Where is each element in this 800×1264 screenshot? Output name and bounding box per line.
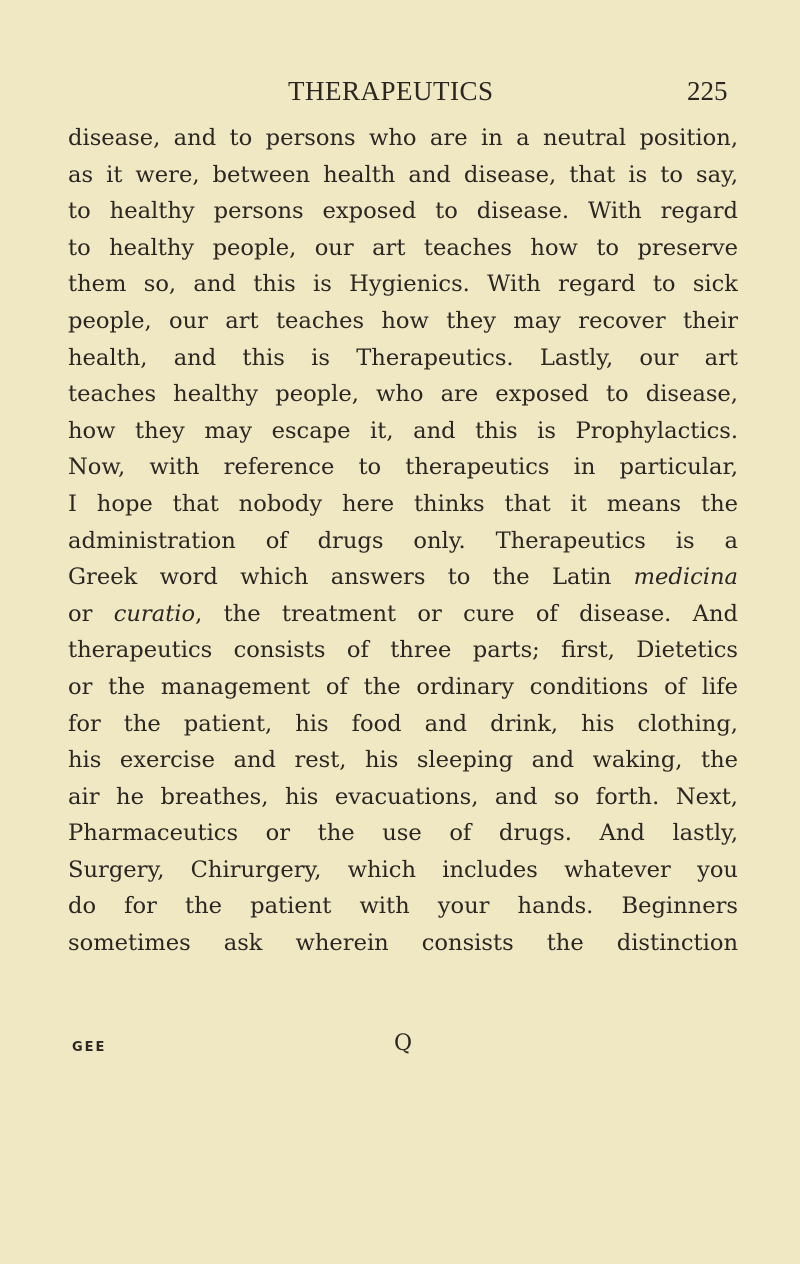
text-line: or curatio, the treatment or cure of disease. And [68,600,738,627]
text-line: teaches healthy people, who are exposed to disease, [68,381,738,408]
text-line: for the patient, his food and drink, his clothing, [68,710,738,737]
text-line: air he breathes, his evacuations, and so forth. Next, [68,783,738,810]
text-line: do for the patient with your hands. Beginners [68,893,738,920]
text-line: sometimes ask wherein consists the distinction [68,930,738,957]
italic-term: curatio [113,600,196,627]
text-line: people, our art teaches how they may recover their [68,307,738,334]
text-line: his exercise and rest, his sleeping and waking, the [68,747,738,774]
text-line: how they may escape it, and this is Prophylactics. [68,417,738,444]
body-text [68,120,738,962]
text-line: or the management of the ordinary conditions of life [68,673,738,700]
text-line: them so, and this is Hygienics. With regard to sick [68,271,738,298]
text-line: to healthy persons exposed to disease. With regard [68,198,738,225]
italic-term: medicina [633,564,738,591]
text-line: health, and this is Therapeutics. Lastly, our art [68,344,738,371]
text-line: Now, with reference to therapeutics in particular, [68,454,738,481]
text-line: Pharmaceutics or the use of drugs. And lastly, [68,820,738,847]
text-line: I hope that nobody here thinks that it means the [68,490,738,517]
running-head [0,76,800,116]
text-line: as it were, between health and disease, that is to say, [68,161,738,188]
signature-letter: Q [394,1031,413,1056]
text-line: Surgery, Chirurgery, which includes whatever you [68,856,738,883]
signature-mark: GEE [72,1040,107,1055]
running-title: THERAPEUTICS [288,76,494,106]
text-line: disease, and to persons who are in a neutral position, [68,125,738,151]
page-number: 225 [687,76,728,106]
text-line: to healthy people, our art teaches how to preserve [68,234,738,261]
text-line: therapeutics consists of three parts; first, Dietetics [68,637,738,664]
text-line: administration of drugs only. Therapeutics is a [68,527,738,554]
text-line: Greek word which answers to the Latin medicina [68,564,738,591]
